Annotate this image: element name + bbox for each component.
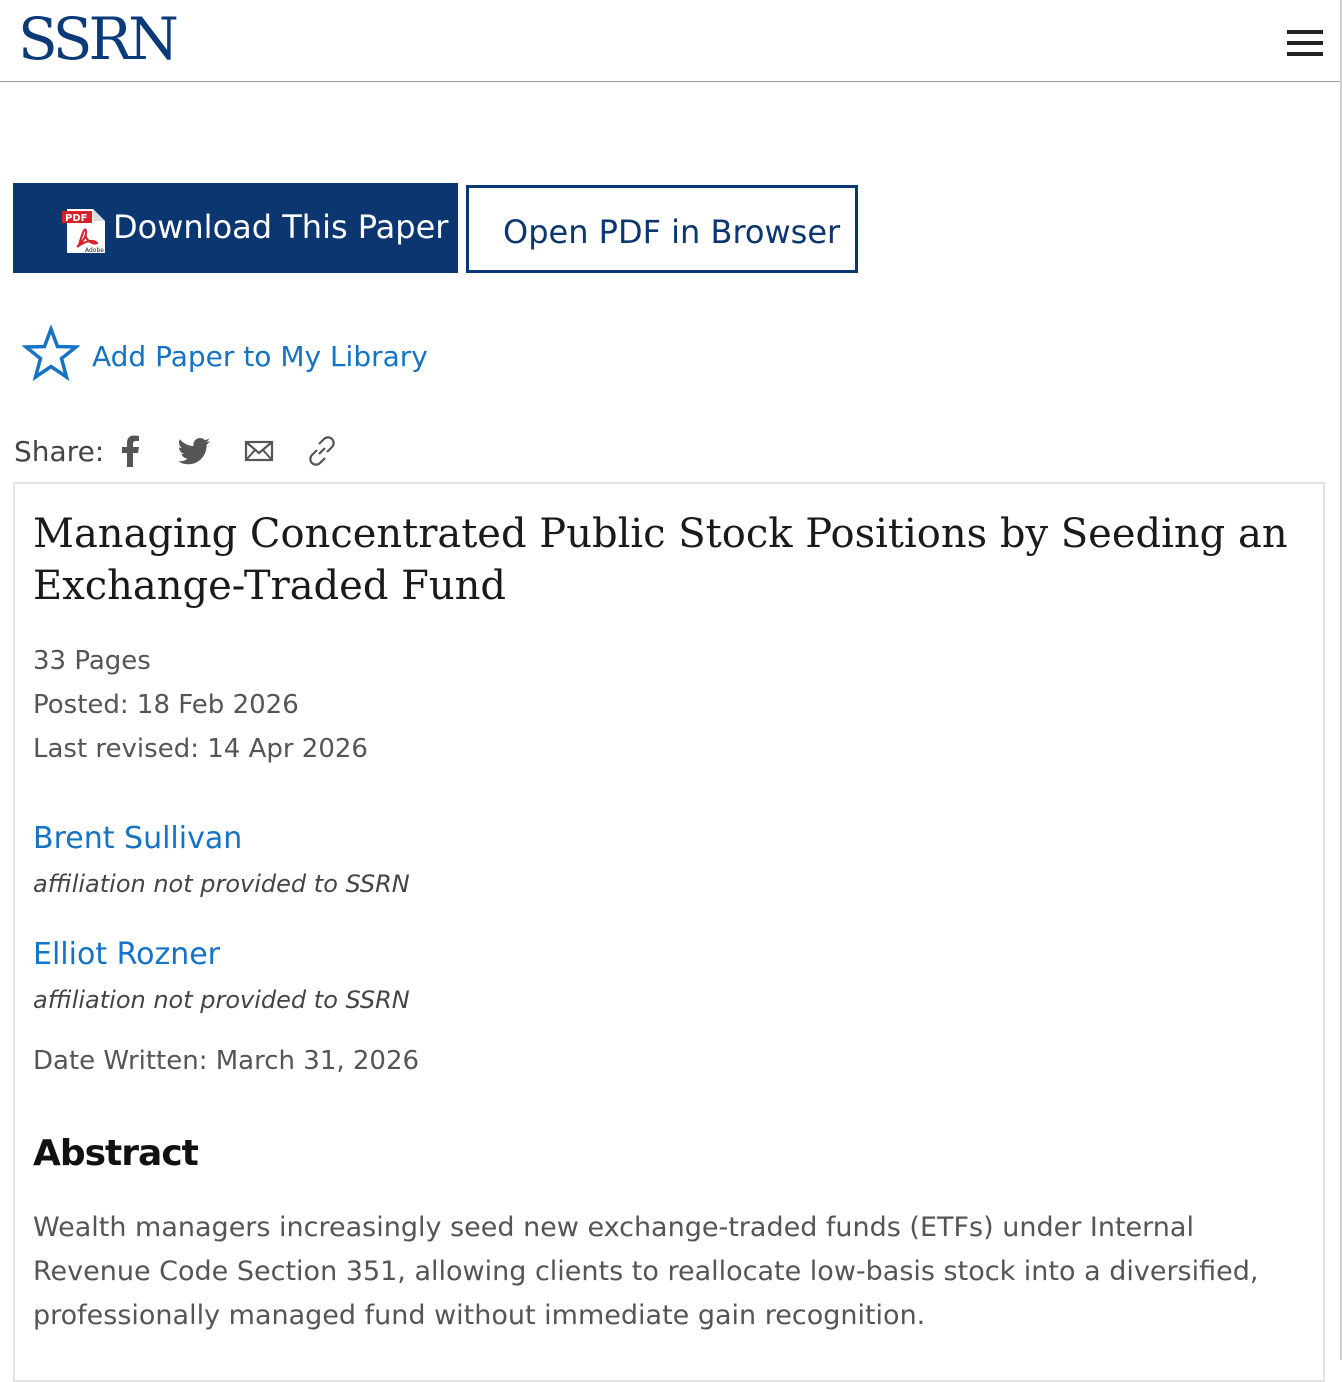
date-written: Date Written: March 31, 2026 (33, 1046, 420, 1076)
abstract-heading: Abstract (33, 1133, 198, 1174)
ssrn-logo[interactable]: SSRN (18, 5, 175, 73)
download-paper-button[interactable] (13, 183, 458, 273)
author-link[interactable]: Brent Sullivan (33, 821, 243, 856)
paper-details-card (13, 482, 1325, 1382)
author-link[interactable]: Elliot Rozner (33, 937, 221, 972)
download-paper-label: Download This Paper (113, 208, 449, 246)
hamburger-menu-icon[interactable] (1287, 30, 1323, 56)
share-label: Share: (14, 435, 105, 468)
author-affiliation: affiliation not provided to SSRN (33, 870, 410, 898)
open-pdf-label: Open PDF in Browser (503, 213, 841, 251)
star-icon (22, 325, 80, 383)
last-revised-date: Last revised: 14 Apr 2026 (33, 734, 368, 764)
author-affiliation: affiliation not provided to SSRN (33, 986, 410, 1014)
twitter-icon[interactable] (177, 434, 211, 468)
link-icon[interactable] (305, 434, 339, 468)
pdf-file-icon (59, 207, 109, 255)
paper-title: Managing Concentrated Public Stock Positions by Seeding an Exchange-Traded Fund (33, 511, 1288, 609)
svg-text:PDF: PDF (65, 213, 88, 224)
abstract-text: Wealth managers increasingly seed new exchange-traded funds (ETFs) under Internal Revenue Code Section 351, allowing clients to reallocate low-basis stock into a diversified, professionally managed fund without immediate gain recognition. (33, 1212, 1259, 1331)
add-to-library-label: Add Paper to My Library (92, 340, 428, 373)
open-pdf-button[interactable] (466, 185, 858, 273)
facebook-icon[interactable] (114, 434, 148, 468)
site-header (0, 0, 1340, 82)
posted-date: Posted: 18 Feb 2026 (33, 690, 299, 720)
email-icon[interactable] (242, 434, 276, 468)
svg-text:Adobe: Adobe (85, 247, 104, 254)
page-count: 33 Pages (33, 646, 151, 676)
